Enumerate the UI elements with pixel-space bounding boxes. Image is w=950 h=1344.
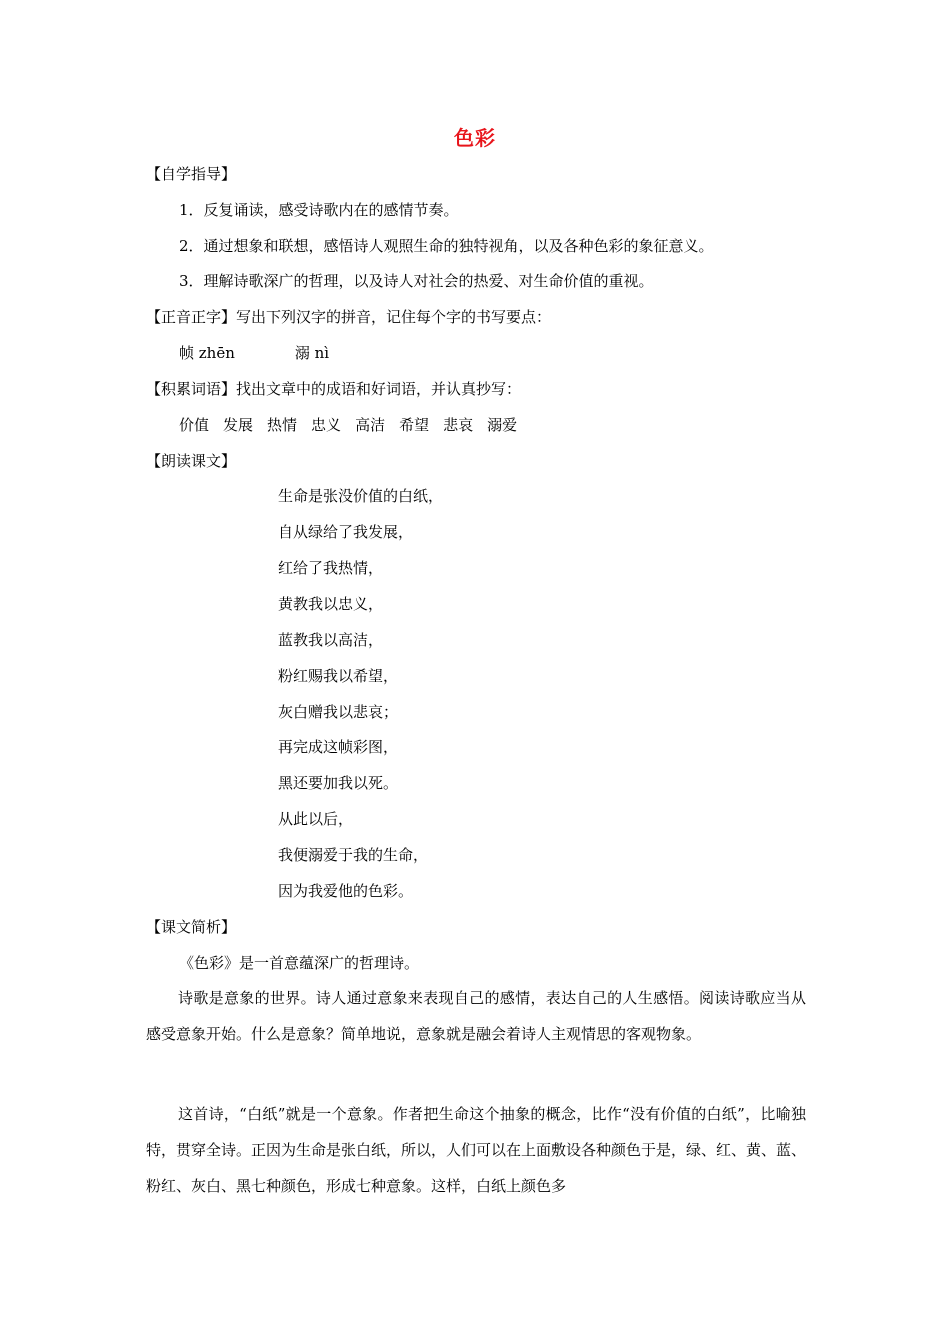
poem-line: 蓝教我以高洁， (278, 631, 384, 649)
analysis-paragraph-1: 《色彩》是一首意蕴深广的哲理诗。 (179, 954, 420, 972)
vocabulary-word: 希望 (399, 416, 430, 434)
analysis-heading: 【课文简析】 (146, 918, 237, 936)
vocabulary-word: 溺爱 (487, 416, 518, 434)
self-study-item-2: 2．通过想象和联想，感悟诗人观照生命的独特视角，以及各种色彩的象征意义。 (179, 237, 714, 255)
poem-line: 红给了我热情， (278, 559, 384, 577)
pronunciation-char-ni: 溺 nì (294, 344, 330, 362)
poem-line: 生命是张没价值的白纸， (278, 487, 444, 505)
analysis-paragraph-2: 诗歌是意象的世界。诗人通过意象来表现自己的感情，表达自己的人生感悟。阅读诗歌应当从感受意象开始。什么是意象？简单地说，意象就是融会着诗人主观情思的客观物象。 (146, 989, 806, 1043)
self-study-heading: 【自学指导】 (146, 165, 237, 183)
poem-line: 再完成这帧彩图， (278, 738, 399, 756)
reading-heading: 【朗读课文】 (146, 452, 237, 470)
pronunciation-row (179, 343, 329, 363)
vocabulary-word: 价值 (179, 416, 210, 434)
poem-line: 自从绿给了我发展， (278, 523, 414, 541)
vocabulary-word: 高洁 (355, 416, 386, 434)
pronunciation-heading: 【正音正字】写出下列汉字的拼音，记住每个字的书写要点： (146, 308, 552, 326)
vocabulary-word: 发展 (223, 416, 254, 434)
self-study-item-1: 1．反复诵读，感受诗歌内在的感情节奏。 (179, 201, 459, 219)
pronunciation-char-zhen: 帧 zhēn (179, 344, 235, 362)
vocabulary-word: 悲哀 (443, 416, 474, 434)
poem-line: 我便溺爱于我的生命， (278, 846, 429, 864)
poem-line: 灰白赠我以悲哀； (278, 703, 399, 721)
analysis-paragraph-3: 这首诗，“白纸”就是一个意象。作者把生命这个抽象的概念，比作“没有价值的白纸”，比喻独特，贯穿全诗。正因为生命是张白纸，所以，人们可以在上面敷设各种颜色于是，绿、红、黄、蓝、粉红、灰白、黑七种颜色，形成七种意象。这样，白纸上颜色多 (146, 1105, 807, 1195)
self-study-item-3: 3．理解诗歌深广的哲理，以及诗人对社会的热爱、对生命价值的重视。 (179, 272, 654, 290)
poem-line: 从此以后， (278, 810, 354, 828)
poem-line: 粉红赐我以希望， (278, 667, 399, 685)
poem-line: 黑还要加我以死。 (278, 774, 399, 792)
poem-line: 黄教我以忠义， (278, 595, 384, 613)
vocabulary-word: 热情 (267, 416, 298, 434)
poem-line: 因为我爱他的色彩。 (278, 882, 414, 900)
vocabulary-word-list (179, 415, 531, 435)
vocabulary-word: 忠义 (311, 416, 342, 434)
vocabulary-heading: 【积累词语】找出文章中的成语和好词语，并认真抄写： (146, 380, 522, 398)
document-title: 色彩 (454, 126, 496, 150)
